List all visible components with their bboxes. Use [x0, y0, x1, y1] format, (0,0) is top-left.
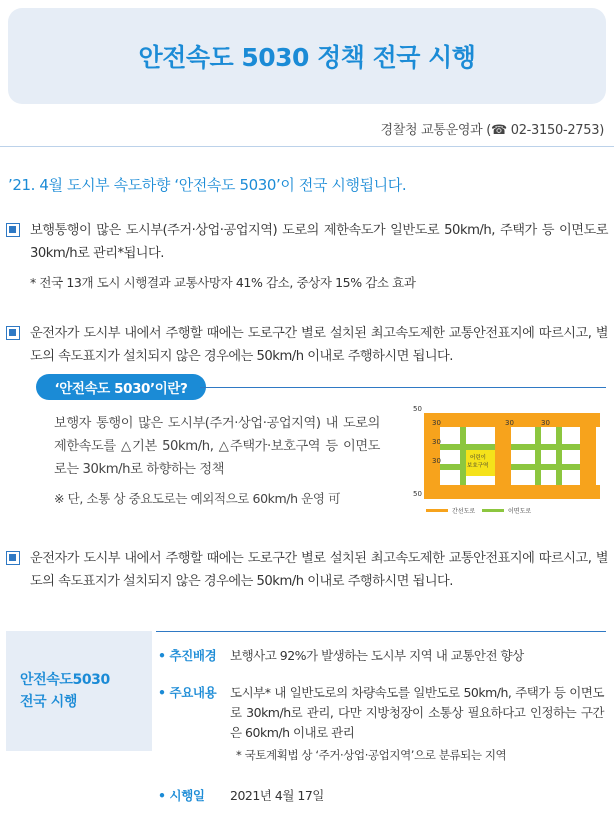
summary-label: • 시행일	[158, 786, 230, 806]
side-road	[511, 464, 580, 470]
side-road	[460, 427, 466, 485]
definition-divider	[200, 387, 606, 388]
summary-label: • 추진배경	[158, 646, 230, 666]
summary-row-background	[158, 646, 604, 666]
main-road-bottom	[424, 485, 600, 499]
summary-row-content	[158, 683, 604, 763]
summary-value: 2021년 4월 17일	[230, 788, 324, 803]
bullet-item	[6, 219, 608, 291]
speed-zone-map	[410, 398, 606, 518]
side-road	[556, 427, 562, 485]
speed-label-50: 50	[413, 405, 422, 413]
bullet-item	[6, 322, 608, 368]
legend-main-swatch	[426, 509, 448, 512]
summary-label: • 주요내용	[158, 683, 230, 763]
summary-footnote: * 국토계획법 상 ‘주거·상업·공업지역’으로 분류되는 지역	[236, 748, 507, 762]
school-zone-label: 보호구역	[467, 463, 489, 469]
square-bullet-icon	[6, 223, 20, 237]
bullet-text: 운전자가 도시부 내에서 주행할 때에는 도로구간 별로 설치된 최고속도제한 교통안전표지에 따르시고, 별도의 속도표지가 설치되지 않은 경우에는 50km/h 이내로 주행하시면 됩니다.	[30, 551, 608, 589]
summary-row-date	[158, 786, 604, 806]
definition-note: ※ 단, 소통 상 중요도로는 예외적으로 60km/h 운영 可	[54, 491, 341, 506]
speed-label-30: 30	[505, 419, 514, 427]
summary-divider	[156, 631, 606, 632]
side-road	[440, 444, 495, 450]
side-road	[511, 444, 580, 450]
speed-label-30: 30	[432, 438, 441, 446]
title-banner	[8, 8, 606, 104]
square-bullet-icon	[6, 551, 20, 565]
legend-side-label: 이면도로	[508, 508, 532, 515]
bullet-text: 보행통행이 많은 도시부(주거·상업·공업지역) 도로의 제한속도가 일반도로 50km/h, 주택가 등 이면도로 30km/h로 관리*됩니다.	[30, 223, 608, 261]
square-bullet-icon	[6, 326, 20, 340]
divider	[0, 146, 614, 147]
summary-title-box	[6, 631, 152, 751]
definition-title: ‘안전속도 5030’이란?	[36, 374, 206, 400]
footnote: * 전국 13개 도시 시행결과 교통사망자 41% 감소, 중상자 15% 감소 효과	[30, 275, 416, 290]
summary-title-line: 전국 시행	[20, 694, 77, 710]
summary-value: 도시부* 내 일반도로의 차량속도를 일반도로 50km/h, 주택가 등 이면도로 30km/h로 관리, 다만 지방청장이 소통상 필요하다고 인정하는 구간은 60km/h 이내로 관리	[230, 685, 604, 740]
bullet-text: 운전자가 도시부 내에서 주행할 때에는 도로구간 별로 설치된 최고속도제한 교통안전표지에 따르시고, 별도의 속도표지가 설치되지 않은 경우에는 50km/h 이내로 주행하시면 됩니다.	[30, 326, 608, 364]
summary-value: 보행사고 92%가 발생하는 도시부 지역 내 교통안전 향상	[230, 648, 524, 663]
department-contact: 경찰청 교통운영과 (☎ 02-3150-2753)	[380, 123, 604, 138]
summary-title-line: 안전속도5030	[20, 672, 110, 688]
definition-text: 보행자 통행이 많은 도시부(주거·상업·공업지역) 내 도로의 제한속도를 △기본 50km/h, △주택가·보호구역 등 이면도로는 30km/h로 하향하는 정책	[54, 416, 380, 477]
side-road	[535, 427, 541, 485]
legend-main-label: 간선도로	[452, 508, 476, 515]
headline: ’21. 4월 도시부 속도하향 ‘안전속도 5030’이 전국 시행됩니다.	[8, 176, 407, 194]
legend-side-swatch	[482, 509, 504, 512]
speed-label-30: 30	[432, 419, 441, 427]
speed-label-50: 50	[413, 490, 422, 498]
main-road-right	[580, 413, 596, 499]
page-title: 안전속도 5030 정책 전국 시행	[138, 43, 476, 72]
speed-label-30: 30	[432, 457, 441, 465]
bullet-item	[6, 547, 608, 593]
speed-label-30: 30	[541, 419, 550, 427]
school-zone-label: 어린이	[470, 455, 486, 461]
